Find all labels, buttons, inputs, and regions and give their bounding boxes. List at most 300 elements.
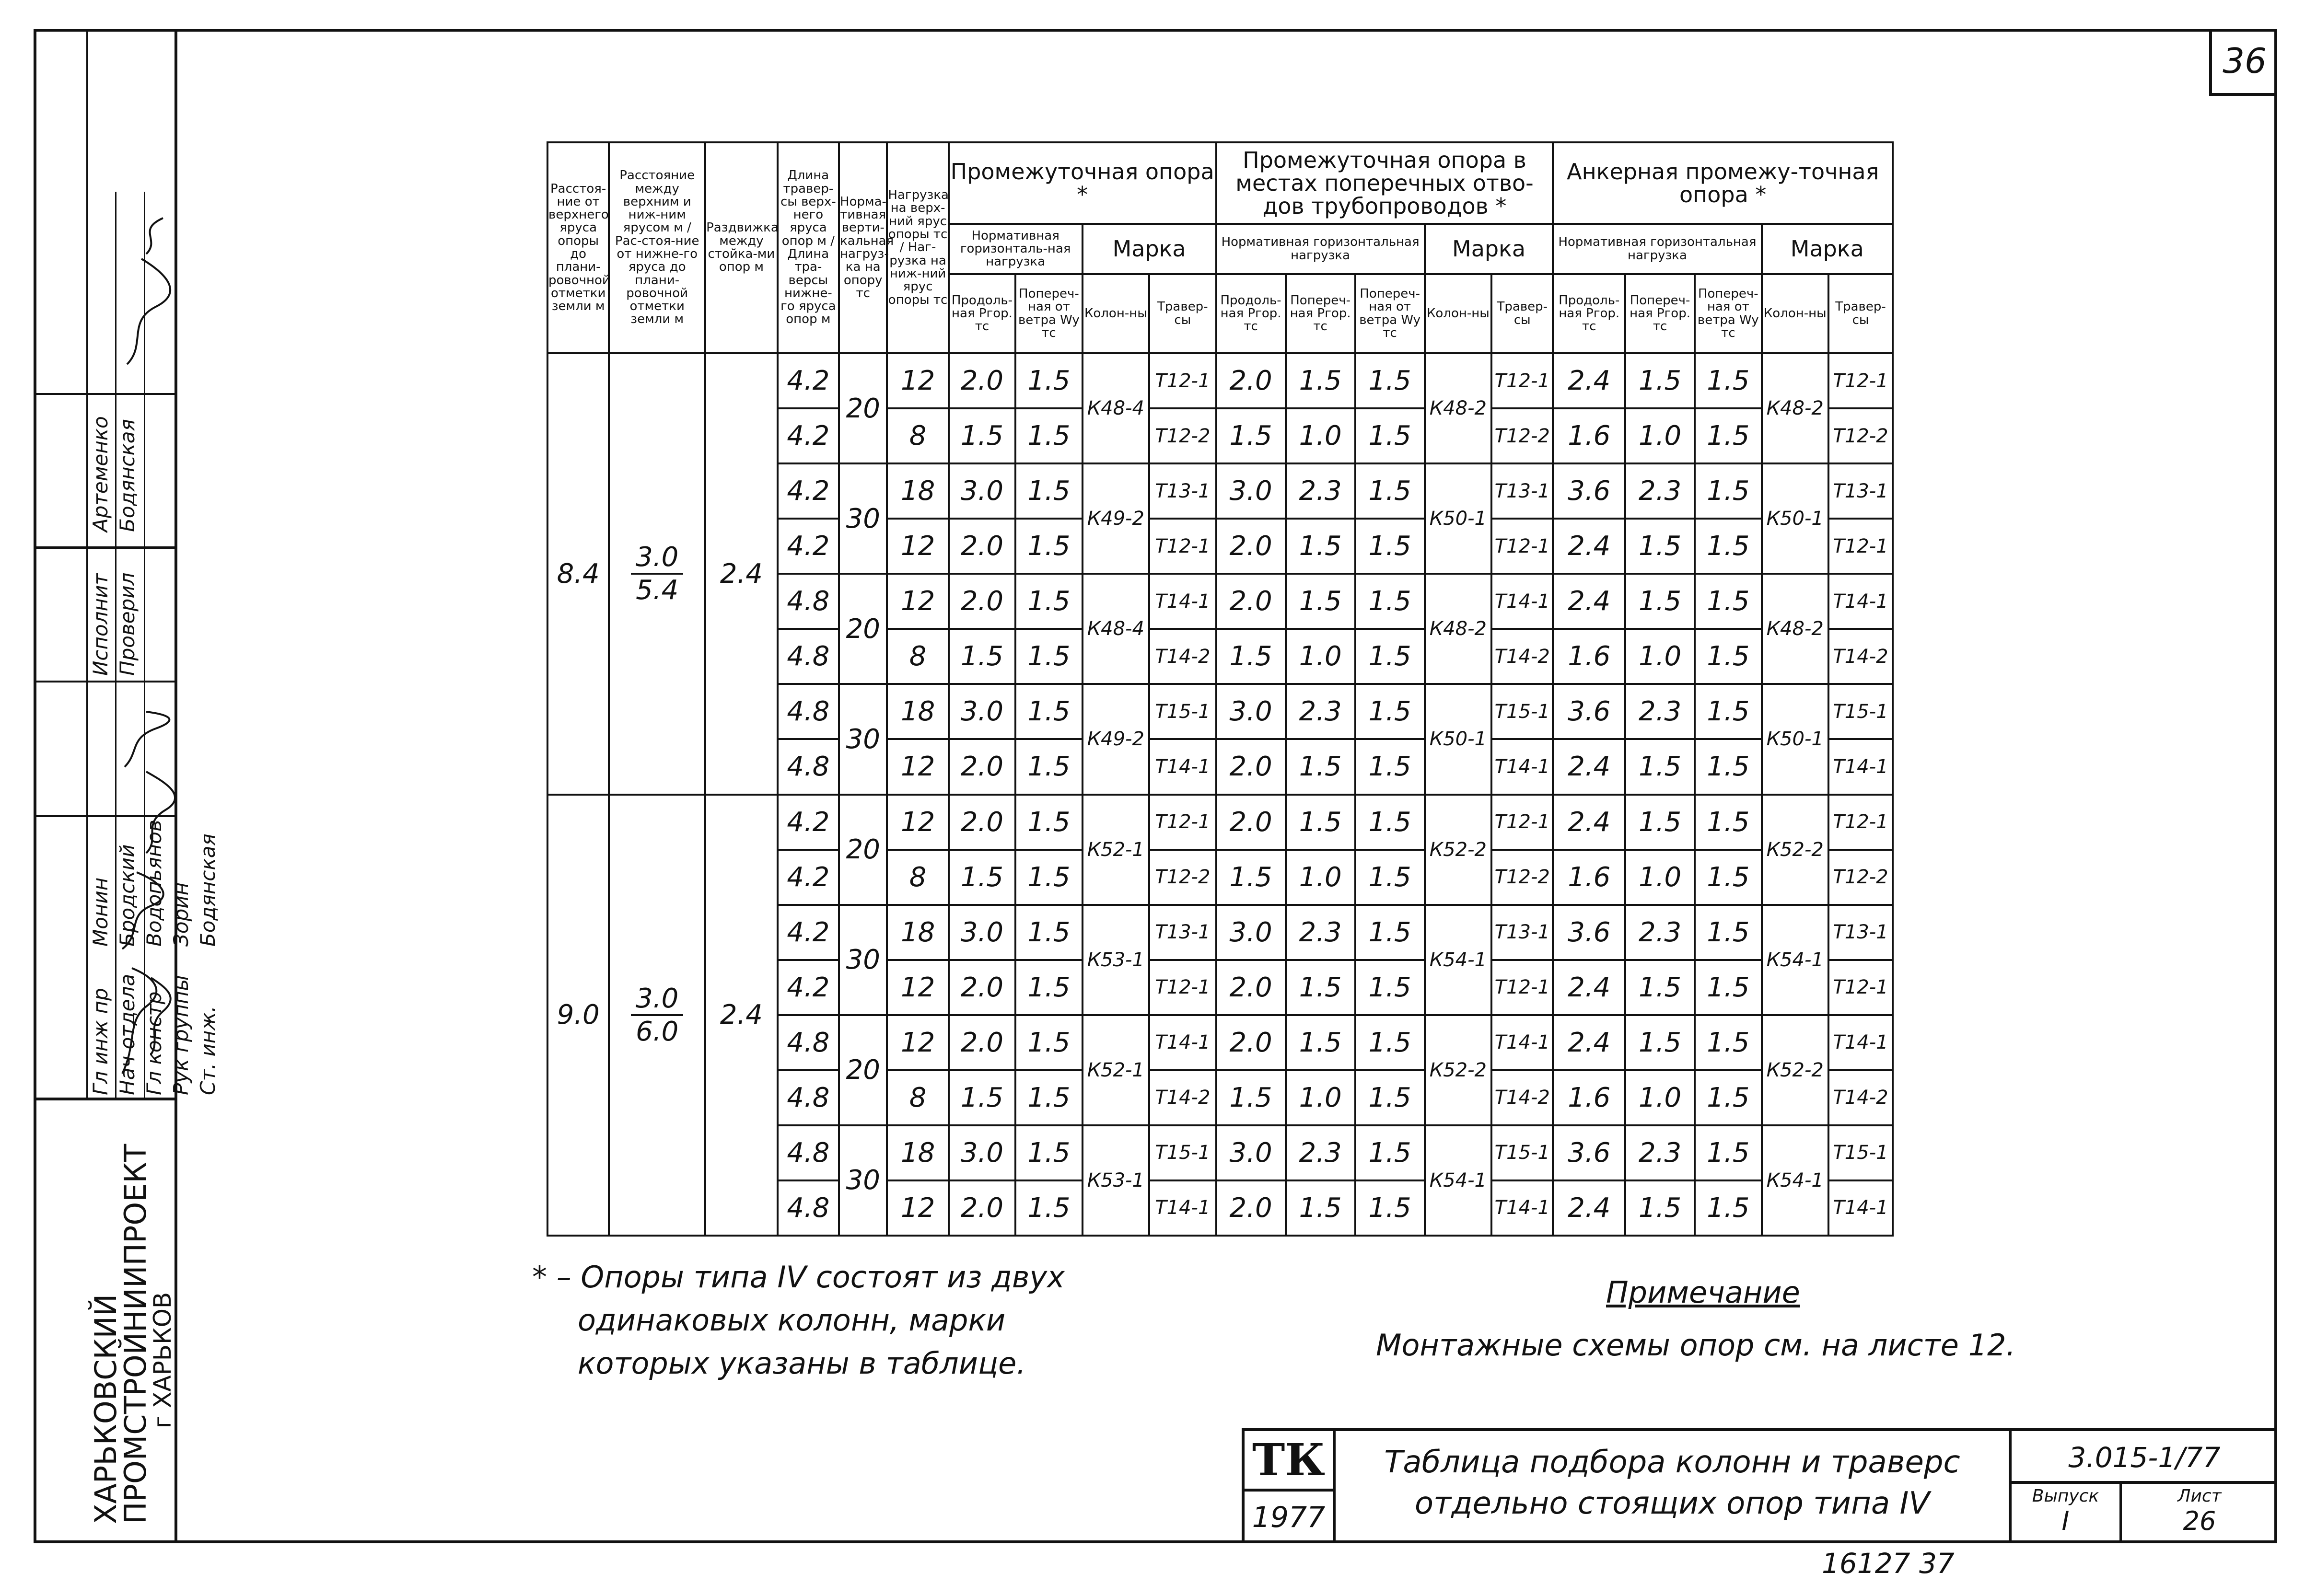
table-cell: 2.3 xyxy=(1625,1125,1695,1180)
table-cell: 2.0 xyxy=(949,1015,1015,1070)
table-cell: 12 xyxy=(887,574,948,629)
org-name xyxy=(88,1144,176,1524)
table-cell: 2.4 xyxy=(1553,960,1625,1015)
table-cell: 3.0 xyxy=(949,463,1015,519)
stamp-divider xyxy=(34,681,175,682)
table-cell: Т12-2 xyxy=(1491,408,1553,463)
table-cell: 1.5 xyxy=(1355,408,1425,463)
table-cell: 1.5 xyxy=(1355,1070,1425,1125)
name: Монин xyxy=(89,877,112,947)
table-cell: 12 xyxy=(887,960,948,1015)
name: Бродский xyxy=(116,844,139,947)
table-cell: К54-1 xyxy=(1762,905,1828,1015)
table-cell: 2.3 xyxy=(1625,905,1695,960)
table-cell: 1.0 xyxy=(1286,1070,1355,1125)
table-cell: Т14-2 xyxy=(1149,1070,1216,1125)
table-cell: 4.8 xyxy=(778,574,839,629)
table-cell: 2.0 xyxy=(1216,519,1286,574)
header-wind: Попереч-ная от ветра Wy тс xyxy=(1355,274,1425,353)
table-cell: 1.5 xyxy=(1695,629,1761,684)
table-cell: 20 xyxy=(839,353,887,463)
table-cell: Т14-1 xyxy=(1828,1015,1893,1070)
table-cell: 2.0 xyxy=(949,795,1015,850)
table-cell: 1.5 xyxy=(1355,960,1425,1015)
table-cell: 1.0 xyxy=(1625,408,1695,463)
header-prod: Продоль-ная Pгор. тс xyxy=(949,274,1015,353)
table-cell: Т12-1 xyxy=(1149,519,1216,574)
table-cell: 1.5 xyxy=(1695,1070,1761,1125)
table-cell: 1.5 xyxy=(1355,684,1425,739)
role: Нач отдела xyxy=(116,973,139,1095)
table-cell: 4.8 xyxy=(778,739,839,794)
table-cell: Т14-2 xyxy=(1828,629,1893,684)
drawing-title xyxy=(1336,1431,2012,1543)
note-body: Монтажные схемы опор см. на листе 12. xyxy=(1376,1328,2016,1363)
table-cell: 1.5 xyxy=(1625,574,1695,629)
name: Бодянская xyxy=(196,833,220,947)
table-cell: 4.2 xyxy=(778,463,839,519)
fraction-top: 3.0 xyxy=(631,542,683,575)
table-cell: 2.0 xyxy=(1216,574,1286,629)
header-columns: Колон-ны xyxy=(1083,274,1149,353)
table-cell: 1.5 xyxy=(1695,960,1761,1015)
table-cell: 8 xyxy=(887,850,948,905)
table-cell: 3.0 xyxy=(1216,684,1286,739)
footnote-line: которых указаны в таблице. xyxy=(578,1345,1026,1381)
roles-block-top xyxy=(87,388,141,676)
document-code: 3.015-1/77 xyxy=(2012,1431,2277,1484)
title-code xyxy=(2012,1431,2277,1543)
table-cell: Т12-2 xyxy=(1828,408,1893,463)
table-cell: Т12-1 xyxy=(1491,353,1553,408)
signatures xyxy=(117,709,173,1083)
table-cell: 2.0 xyxy=(1216,1015,1286,1070)
table-cell: 8 xyxy=(887,1070,948,1125)
header-columns: Колон-ны xyxy=(1762,274,1828,353)
table-cell: 2.4 xyxy=(1553,1015,1625,1070)
table-cell: Т14-1 xyxy=(1828,1180,1893,1236)
table-cell: 1.5 xyxy=(1695,1015,1761,1070)
sheet-value: 26 xyxy=(2183,1505,2216,1536)
table-cell: 1.5 xyxy=(1355,739,1425,794)
header-marka: Марка xyxy=(1762,224,1893,274)
table-cell: 1.5 xyxy=(1625,519,1695,574)
table-cell: Т12-2 xyxy=(1149,408,1216,463)
table-cell: 1.5 xyxy=(1695,795,1761,850)
table-cell: 2.3 xyxy=(1625,463,1695,519)
table-cell: 1.5 xyxy=(1695,463,1761,519)
org-line: ХАРЬКОВСКИЙ xyxy=(88,1294,123,1524)
table-cell: Т14-1 xyxy=(1491,1180,1553,1236)
issue-value: I xyxy=(2061,1505,2070,1536)
fraction-bottom: 6.0 xyxy=(636,1016,679,1047)
table-cell: К50-1 xyxy=(1762,463,1828,574)
table-cell: Т14-1 xyxy=(1828,739,1893,794)
left-stamp xyxy=(34,29,220,1543)
table-cell: 2.3 xyxy=(1286,905,1355,960)
table-cell: 2.0 xyxy=(949,960,1015,1015)
table-cell: 1.5 xyxy=(1286,795,1355,850)
table-cell: Т15-1 xyxy=(1149,684,1216,739)
header-norm-load: Нормативная горизонтальная нагрузка xyxy=(1216,224,1425,274)
sheet-cell xyxy=(2122,1484,2277,1543)
table-cell: 18 xyxy=(887,1125,948,1180)
name: Зорин xyxy=(169,882,193,947)
table-cell: 1.5 xyxy=(1625,1180,1695,1236)
table-cell: 3.0 xyxy=(1216,1125,1286,1180)
table-cell: 4.8 xyxy=(778,629,839,684)
table-cell: 1.5 xyxy=(1015,1070,1082,1125)
table-cell: Т15-1 xyxy=(1149,1125,1216,1180)
table-cell: Т14-2 xyxy=(1828,1070,1893,1125)
cell-top-distance: 8.4 xyxy=(547,353,609,795)
table-cell: 2.0 xyxy=(949,574,1015,629)
table-cell: Т15-1 xyxy=(1491,684,1553,739)
table-cell: Т12-1 xyxy=(1828,795,1893,850)
table-cell: 1.5 xyxy=(1216,850,1286,905)
table-cell: Т12-1 xyxy=(1149,960,1216,1015)
table-cell: 2.0 xyxy=(949,353,1015,408)
table-cell: 1.5 xyxy=(1355,1125,1425,1180)
header-traverses: Травер-сы xyxy=(1491,274,1553,353)
table-cell: 1.5 xyxy=(1286,519,1355,574)
table-cell: 1.5 xyxy=(1695,1125,1761,1180)
table-cell: 1.5 xyxy=(1015,684,1082,739)
table-cell: 12 xyxy=(887,1180,948,1236)
table-cell: 1.5 xyxy=(1015,1180,1082,1236)
table-cell: Т14-1 xyxy=(1491,739,1553,794)
table-cell: 1.5 xyxy=(949,408,1015,463)
table-cell: 2.0 xyxy=(1216,1180,1286,1236)
table-cell: 2.4 xyxy=(1553,795,1625,850)
name: Артеменко xyxy=(89,416,112,532)
table-cell: 1.5 xyxy=(1695,574,1761,629)
role: Гл констр xyxy=(142,991,166,1095)
cell-spread: 2.4 xyxy=(705,795,778,1236)
table-cell: 1.5 xyxy=(1355,519,1425,574)
table-cell: 3.6 xyxy=(1553,463,1625,519)
table-cell: 4.2 xyxy=(778,905,839,960)
table-cell: 1.5 xyxy=(1355,463,1425,519)
table-cell: 4.2 xyxy=(778,850,839,905)
table-cell: 3.6 xyxy=(1553,1125,1625,1180)
table-cell: 3.6 xyxy=(1553,684,1625,739)
table-cell: Т13-1 xyxy=(1149,463,1216,519)
table-cell: 1.5 xyxy=(1015,795,1082,850)
table-cell: Т14-1 xyxy=(1149,739,1216,794)
header-vertical-load: Норма-тивная верти-кальная нагруз-ка на опору тс xyxy=(839,142,887,353)
table-cell: К50-1 xyxy=(1762,684,1828,794)
table-cell: 1.6 xyxy=(1553,850,1625,905)
table-cell: 1.5 xyxy=(1355,905,1425,960)
table-cell: 12 xyxy=(887,353,948,408)
table-cell: 1.5 xyxy=(1015,519,1082,574)
table-cell: К52-2 xyxy=(1425,1015,1491,1125)
table-cell: 1.5 xyxy=(1625,1015,1695,1070)
table-cell: 1.5 xyxy=(1015,850,1082,905)
table-cell: 4.2 xyxy=(778,960,839,1015)
role: Проверил xyxy=(116,572,139,676)
signatures-top xyxy=(117,211,173,374)
table-cell: 1.5 xyxy=(1695,1180,1761,1236)
table-cell: 1.5 xyxy=(1015,629,1082,684)
table-cell: 2.0 xyxy=(1216,960,1286,1015)
table-cell: К52-2 xyxy=(1762,1015,1828,1125)
table-cell: 1.5 xyxy=(1286,574,1355,629)
table-cell: 4.2 xyxy=(778,408,839,463)
cell-spread: 2.4 xyxy=(705,353,778,795)
org-line: ПРОМСТРОЙНИИПРОЕКТ xyxy=(118,1144,153,1524)
table-row xyxy=(547,353,1893,408)
issue-label: Выпуск xyxy=(2032,1486,2099,1506)
header-wind: Попереч-ная от ветра Wy тс xyxy=(1695,274,1761,353)
table-cell: 2.3 xyxy=(1286,1125,1355,1180)
role: Рук группы xyxy=(169,975,193,1095)
sheet-label: Лист xyxy=(2177,1486,2222,1506)
table-cell: 30 xyxy=(839,1125,887,1236)
table-cell: Т12-1 xyxy=(1491,519,1553,574)
table-cell: 1.5 xyxy=(1355,850,1425,905)
header-prod: Продоль-ная Pгор. тс xyxy=(1553,274,1625,353)
header-columns: Колон-ны xyxy=(1425,274,1491,353)
table-cell: 1.5 xyxy=(1355,795,1425,850)
table-cell: Т14-1 xyxy=(1149,1180,1216,1236)
header-wind: Попереч-ная от ветра Wy тс xyxy=(1015,274,1082,353)
table-cell: 1.5 xyxy=(1695,353,1761,408)
header-anchor-support: Анкерная промежу-точная опора * xyxy=(1553,142,1893,224)
table-cell: Т12-1 xyxy=(1149,353,1216,408)
table-cell: 1.5 xyxy=(1015,739,1082,794)
table-cell: 1.5 xyxy=(1625,960,1695,1015)
table-cell: 30 xyxy=(839,463,887,574)
table-cell: Т13-1 xyxy=(1491,905,1553,960)
table-cell: 2.0 xyxy=(1216,353,1286,408)
table-cell: 3.6 xyxy=(1553,905,1625,960)
header-tier-load: Нагрузка на верх-ний ярус опоры тс / Наг-рузка на ниж-ний ярус опоры тс xyxy=(887,142,948,353)
header-pop: Попереч-ная Pгор. тс xyxy=(1625,274,1695,353)
table-cell: Т14-1 xyxy=(1828,574,1893,629)
name: Водопьянов xyxy=(142,820,166,947)
header-marka: Марка xyxy=(1425,224,1553,274)
header-top-distance: Расстоя-ние от верхнего яруса опоры до плани-ровочной отметки земли м xyxy=(547,142,609,353)
table-cell: 12 xyxy=(887,739,948,794)
table-cell: 3.0 xyxy=(1216,905,1286,960)
footnote-line: * – Опоры типа IV состоят из двух xyxy=(532,1260,1065,1295)
table-cell: К54-1 xyxy=(1762,1125,1828,1236)
table-cell: 4.8 xyxy=(778,1180,839,1236)
table-cell: Т12-1 xyxy=(1491,960,1553,1015)
table-cell: К49-2 xyxy=(1083,684,1149,794)
table-cell: 12 xyxy=(887,1015,948,1070)
table-cell: 1.5 xyxy=(949,629,1015,684)
table-cell: К53-1 xyxy=(1083,905,1149,1015)
table-cell: Т14-2 xyxy=(1149,629,1216,684)
table-cell: 30 xyxy=(839,684,887,794)
table-cell: Т14-1 xyxy=(1149,574,1216,629)
org-line: г ХАРЬКОВ xyxy=(149,1292,176,1428)
table-cell: 1.0 xyxy=(1286,408,1355,463)
table-cell: 1.6 xyxy=(1553,408,1625,463)
table-cell: К48-2 xyxy=(1762,574,1828,684)
table-cell: Т13-1 xyxy=(1491,463,1553,519)
table-cell: 2.3 xyxy=(1625,684,1695,739)
table-cell: 1.5 xyxy=(1695,739,1761,794)
table-cell: 2.4 xyxy=(1553,1180,1625,1236)
logo-year: 1977 xyxy=(1252,1501,1326,1534)
table-cell: 1.5 xyxy=(1015,1125,1082,1180)
table-row xyxy=(547,795,1893,850)
table-cell: 1.5 xyxy=(1015,353,1082,408)
table-cell: 1.5 xyxy=(1286,1015,1355,1070)
header-prod: Продоль-ная Pгор. тс xyxy=(1216,274,1286,353)
name: Бодянская xyxy=(116,419,139,532)
header-norm-load: Нормативная горизонтальная нагрузка xyxy=(1553,224,1761,274)
table-cell: 1.5 xyxy=(1695,850,1761,905)
title-line: отдельно стоящих опор типа IV xyxy=(1414,1486,1930,1522)
table-cell: Т12-2 xyxy=(1828,850,1893,905)
table-cell: 1.0 xyxy=(1625,1070,1695,1125)
cell-tier-distance xyxy=(609,795,705,1236)
issue-cell xyxy=(2012,1484,2122,1543)
table-cell: Т14-1 xyxy=(1491,1015,1553,1070)
footer-number: 16127 37 xyxy=(1822,1547,1955,1580)
table-cell: 4.8 xyxy=(778,684,839,739)
table-cell: 2.4 xyxy=(1553,574,1625,629)
table-cell: 1.5 xyxy=(1695,408,1761,463)
table-cell: К50-1 xyxy=(1425,684,1491,794)
table-cell: 30 xyxy=(839,905,887,1015)
cell-tier-distance xyxy=(609,353,705,795)
sheet-number: 36 xyxy=(2209,29,2277,96)
table-cell: 1.5 xyxy=(1625,739,1695,794)
table-cell: Т15-1 xyxy=(1828,1125,1893,1180)
table-cell: 20 xyxy=(839,574,887,684)
table-cell: 1.5 xyxy=(1286,353,1355,408)
table-cell: Т14-1 xyxy=(1491,574,1553,629)
header-branch-support: Промежуточная опора в местах поперечных отво-дов трубопроводов * xyxy=(1216,142,1553,224)
fraction-top: 3.0 xyxy=(631,983,683,1016)
table-cell: К49-2 xyxy=(1083,463,1149,574)
table-cell: 2.4 xyxy=(1553,519,1625,574)
table-cell: 2.0 xyxy=(949,519,1015,574)
table-cell: 1.5 xyxy=(1216,1070,1286,1125)
table-cell: К48-2 xyxy=(1425,574,1491,684)
table-cell: К52-1 xyxy=(1083,795,1149,905)
table-cell: 18 xyxy=(887,463,948,519)
table-cell: 2.0 xyxy=(949,739,1015,794)
table-cell: К54-1 xyxy=(1425,1125,1491,1236)
table-cell: Т14-2 xyxy=(1491,629,1553,684)
table-cell: Т13-1 xyxy=(1828,463,1893,519)
table-cell: К52-2 xyxy=(1425,795,1491,905)
header-norm-load: Нормативная горизонталь-ная нагрузка xyxy=(949,224,1083,274)
table-cell: 2.0 xyxy=(949,1180,1015,1236)
table-cell: 1.5 xyxy=(949,1070,1015,1125)
table-cell: 4.8 xyxy=(778,1125,839,1180)
table-cell: К50-1 xyxy=(1425,463,1491,574)
table-cell: К54-1 xyxy=(1425,905,1491,1015)
table-cell: 1.5 xyxy=(1695,684,1761,739)
table-cell: 1.6 xyxy=(1553,629,1625,684)
table-cell: 2.0 xyxy=(1216,795,1286,850)
table-cell: К53-1 xyxy=(1083,1125,1149,1236)
table-cell: 3.0 xyxy=(1216,463,1286,519)
table-cell: 1.5 xyxy=(1355,1015,1425,1070)
note-title: Примечание xyxy=(1606,1275,1800,1310)
table-cell: 8 xyxy=(887,408,948,463)
table-cell: 1.5 xyxy=(1286,960,1355,1015)
table-cell: 1.5 xyxy=(1015,408,1082,463)
table-cell: 1.5 xyxy=(1015,1015,1082,1070)
table-cell: 1.5 xyxy=(1015,463,1082,519)
table-cell: 1.5 xyxy=(1015,574,1082,629)
table-cell: 3.0 xyxy=(949,684,1015,739)
header-traverses: Травер-сы xyxy=(1828,274,1893,353)
table-cell: 1.5 xyxy=(1216,408,1286,463)
table-cell: 1.5 xyxy=(1286,1180,1355,1236)
title-logo xyxy=(1245,1431,1336,1543)
table-cell: 12 xyxy=(887,795,948,850)
title-line: Таблица подбора колонн и траверс xyxy=(1384,1445,1960,1480)
table-cell: 20 xyxy=(839,795,887,905)
table-cell: 4.2 xyxy=(778,353,839,408)
stamp-divider xyxy=(34,1098,175,1100)
header-marka: Марка xyxy=(1083,224,1216,274)
table-cell: К48-2 xyxy=(1762,353,1828,463)
logo-tk: ТК xyxy=(1245,1431,1333,1492)
role: Исполнит xyxy=(89,573,112,676)
table-cell: К48-2 xyxy=(1425,353,1491,463)
table-cell: 1.6 xyxy=(1553,1070,1625,1125)
table-cell: 1.5 xyxy=(1695,519,1761,574)
table-cell: Т12-2 xyxy=(1149,850,1216,905)
table-cell: 1.5 xyxy=(1355,353,1425,408)
table-cell: Т12-1 xyxy=(1491,795,1553,850)
table-cell: 2.3 xyxy=(1286,463,1355,519)
table-cell: Т12-1 xyxy=(1828,519,1893,574)
table-cell: 1.5 xyxy=(1625,795,1695,850)
table-cell: К52-2 xyxy=(1762,795,1828,905)
table-cell: Т14-2 xyxy=(1491,1070,1553,1125)
table-cell: 1.5 xyxy=(1286,739,1355,794)
table-cell: Т12-1 xyxy=(1149,795,1216,850)
table-cell: 1.5 xyxy=(1015,905,1082,960)
table-cell: 1.5 xyxy=(1216,629,1286,684)
table-cell: 1.5 xyxy=(1695,905,1761,960)
table-cell: 1.5 xyxy=(1355,1180,1425,1236)
header-intermediate-support: Промежуточная опора * xyxy=(949,142,1216,224)
table-cell: К48-4 xyxy=(1083,353,1149,463)
header-pop: Попереч-ная Pгор. тс xyxy=(1286,274,1355,353)
table-cell: 12 xyxy=(887,519,948,574)
table-cell: 1.5 xyxy=(1625,353,1695,408)
table-cell: Т13-1 xyxy=(1828,905,1893,960)
table-cell: 1.5 xyxy=(1355,574,1425,629)
table-cell: 1.0 xyxy=(1286,850,1355,905)
table-cell: 2.0 xyxy=(1216,739,1286,794)
table-cell: 4.2 xyxy=(778,519,839,574)
table-cell: К52-1 xyxy=(1083,1015,1149,1125)
table-cell: 1.0 xyxy=(1625,629,1695,684)
table-cell: 3.0 xyxy=(949,905,1015,960)
table-cell: 4.2 xyxy=(778,795,839,850)
table-cell: Т15-1 xyxy=(1491,1125,1553,1180)
table-cell: 18 xyxy=(887,684,948,739)
table-cell: 4.8 xyxy=(778,1070,839,1125)
table-cell: 1.5 xyxy=(1355,629,1425,684)
table-cell: Т12-1 xyxy=(1828,353,1893,408)
table-cell: 1.5 xyxy=(949,850,1015,905)
